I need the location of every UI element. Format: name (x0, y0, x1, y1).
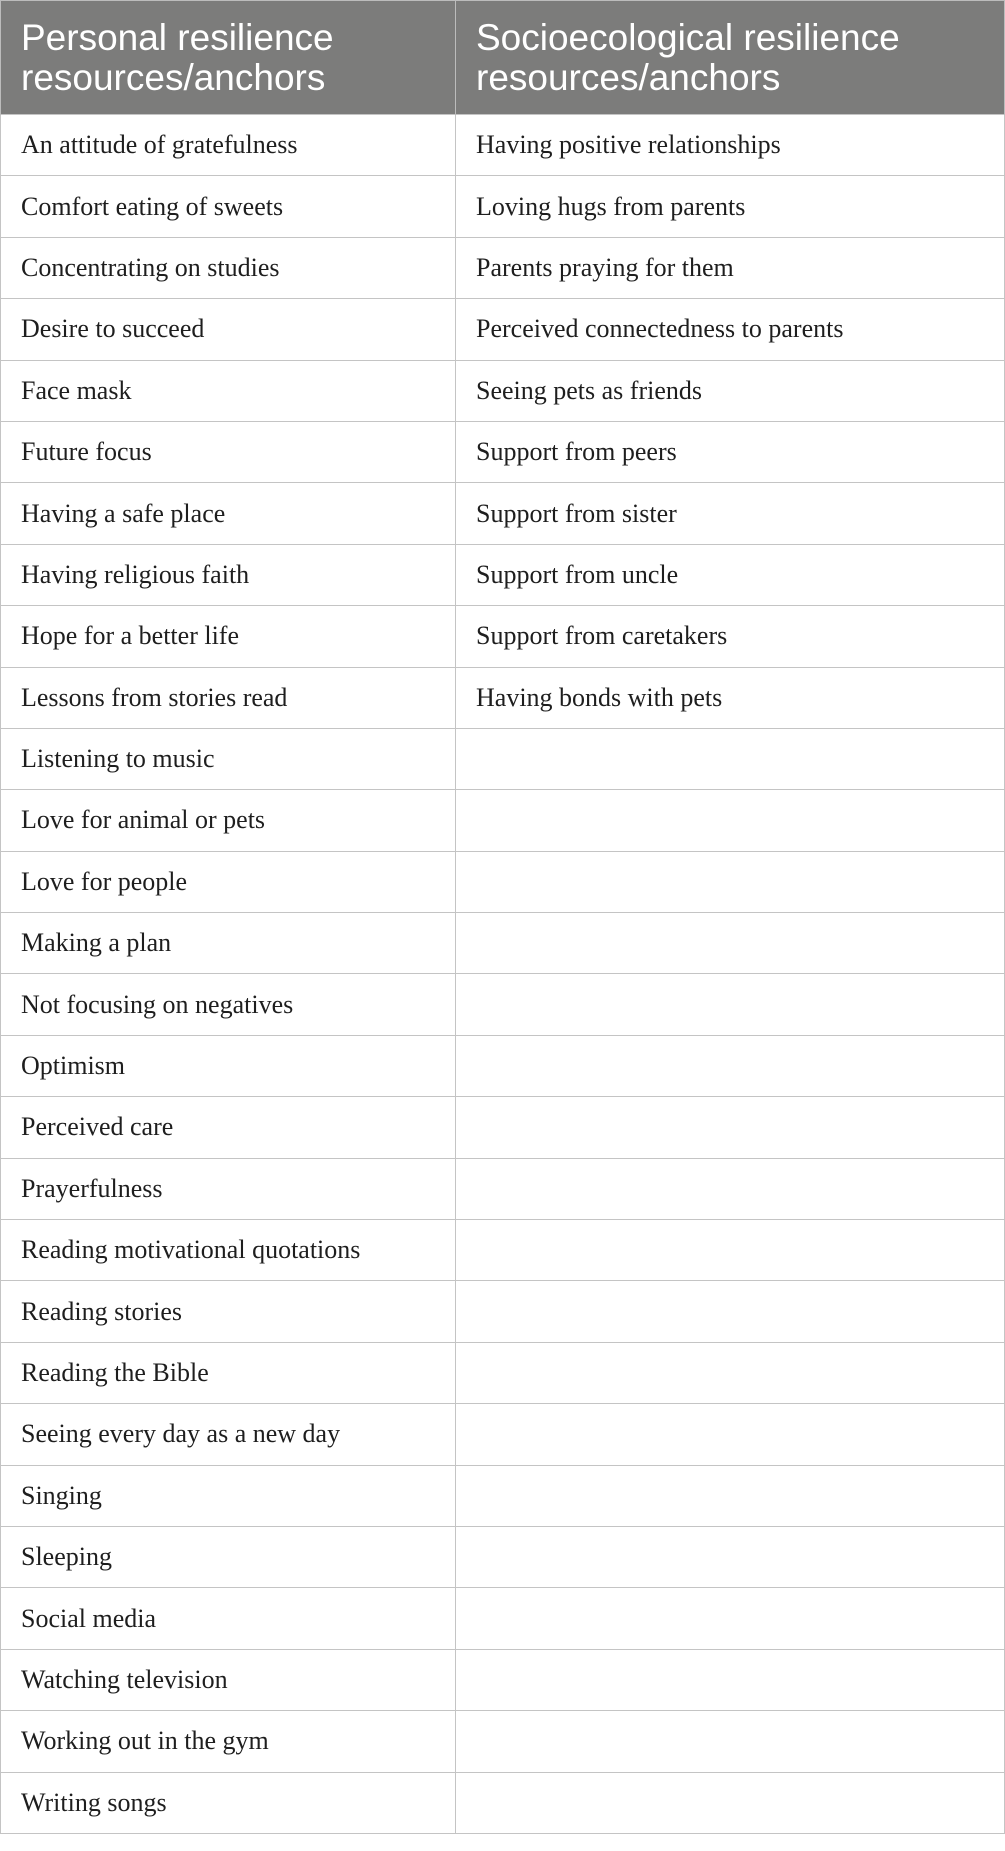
socioecological-resource-cell (456, 1465, 1005, 1526)
table-row (1, 790, 1005, 851)
table-row (1, 1772, 1005, 1833)
table-row (1, 1404, 1005, 1465)
table-row (1, 237, 1005, 298)
personal-resource-cell: Having a safe place (1, 483, 456, 544)
personal-resource-cell: Love for animal or pets (1, 790, 456, 851)
socioecological-resource-cell: Support from sister (456, 483, 1005, 544)
socioecological-resource-cell (456, 1711, 1005, 1772)
socioecological-resource-cell (456, 1649, 1005, 1710)
personal-resource-cell: Face mask (1, 360, 456, 421)
personal-resource-cell: Reading stories (1, 1281, 456, 1342)
table-row (1, 1097, 1005, 1158)
table-row (1, 1465, 1005, 1526)
socioecological-resource-cell: Parents praying for them (456, 237, 1005, 298)
socioecological-resource-cell (456, 1035, 1005, 1096)
personal-resource-cell: Love for people (1, 851, 456, 912)
table-row (1, 1588, 1005, 1649)
socioecological-resource-cell (456, 913, 1005, 974)
socioecological-resource-cell: Support from peers (456, 421, 1005, 482)
personal-resource-cell: Making a plan (1, 913, 456, 974)
header-socioecological-resilience: Socioecological resilience resources/anchors (456, 1, 1005, 115)
table-row (1, 851, 1005, 912)
table-row (1, 115, 1005, 176)
personal-resource-cell: Sleeping (1, 1526, 456, 1587)
socioecological-resource-cell (456, 1097, 1005, 1158)
table-row (1, 483, 1005, 544)
personal-resource-cell: Hope for a better life (1, 606, 456, 667)
socioecological-resource-cell: Support from caretakers (456, 606, 1005, 667)
personal-resource-cell: An attitude of gratefulness (1, 115, 456, 176)
socioecological-resource-cell: Loving hugs from parents (456, 176, 1005, 237)
header-row (1, 1, 1005, 115)
table-row (1, 299, 1005, 360)
socioecological-resource-cell: Perceived connectedness to parents (456, 299, 1005, 360)
personal-resource-cell: Concentrating on studies (1, 237, 456, 298)
table-row (1, 1711, 1005, 1772)
socioecological-resource-cell (456, 1158, 1005, 1219)
table-row (1, 1035, 1005, 1096)
socioecological-resource-cell (456, 1220, 1005, 1281)
header-personal-resilience: Personal resilience resources/anchors (1, 1, 456, 115)
personal-resource-cell: Not focusing on negatives (1, 974, 456, 1035)
table-row (1, 1281, 1005, 1342)
table-header (1, 1, 1005, 115)
table-row (1, 544, 1005, 605)
socioecological-resource-cell (456, 1526, 1005, 1587)
table-row (1, 728, 1005, 789)
personal-resource-cell: Writing songs (1, 1772, 456, 1833)
table-row (1, 1526, 1005, 1587)
socioecological-resource-cell (456, 728, 1005, 789)
socioecological-resource-cell: Having positive relationships (456, 115, 1005, 176)
personal-resource-cell: Future focus (1, 421, 456, 482)
socioecological-resource-cell (456, 1342, 1005, 1403)
personal-resource-cell: Social media (1, 1588, 456, 1649)
table-row (1, 360, 1005, 421)
personal-resource-cell: Reading motivational quotations (1, 1220, 456, 1281)
personal-resource-cell: Perceived care (1, 1097, 456, 1158)
personal-resource-cell: Listening to music (1, 728, 456, 789)
socioecological-resource-cell: Seeing pets as friends (456, 360, 1005, 421)
personal-resource-cell: Watching television (1, 1649, 456, 1710)
socioecological-resource-cell (456, 790, 1005, 851)
table-body (1, 115, 1005, 1834)
socioecological-resource-cell (456, 974, 1005, 1035)
table-row (1, 1342, 1005, 1403)
table-row (1, 421, 1005, 482)
table-row (1, 176, 1005, 237)
personal-resource-cell: Having religious faith (1, 544, 456, 605)
table-row (1, 667, 1005, 728)
socioecological-resource-cell (456, 851, 1005, 912)
personal-resource-cell: Optimism (1, 1035, 456, 1096)
personal-resource-cell: Reading the Bible (1, 1342, 456, 1403)
table-row (1, 1649, 1005, 1710)
socioecological-resource-cell: Having bonds with pets (456, 667, 1005, 728)
personal-resource-cell: Singing (1, 1465, 456, 1526)
socioecological-resource-cell (456, 1281, 1005, 1342)
socioecological-resource-cell (456, 1588, 1005, 1649)
personal-resource-cell: Lessons from stories read (1, 667, 456, 728)
table-row (1, 1220, 1005, 1281)
table-row (1, 1158, 1005, 1219)
personal-resource-cell: Seeing every day as a new day (1, 1404, 456, 1465)
personal-resource-cell: Working out in the gym (1, 1711, 456, 1772)
table-row (1, 913, 1005, 974)
personal-resource-cell: Desire to succeed (1, 299, 456, 360)
table-row (1, 974, 1005, 1035)
personal-resource-cell: Prayerfulness (1, 1158, 456, 1219)
socioecological-resource-cell: Support from uncle (456, 544, 1005, 605)
socioecological-resource-cell (456, 1772, 1005, 1833)
personal-resource-cell: Comfort eating of sweets (1, 176, 456, 237)
table-row (1, 606, 1005, 667)
socioecological-resource-cell (456, 1404, 1005, 1465)
